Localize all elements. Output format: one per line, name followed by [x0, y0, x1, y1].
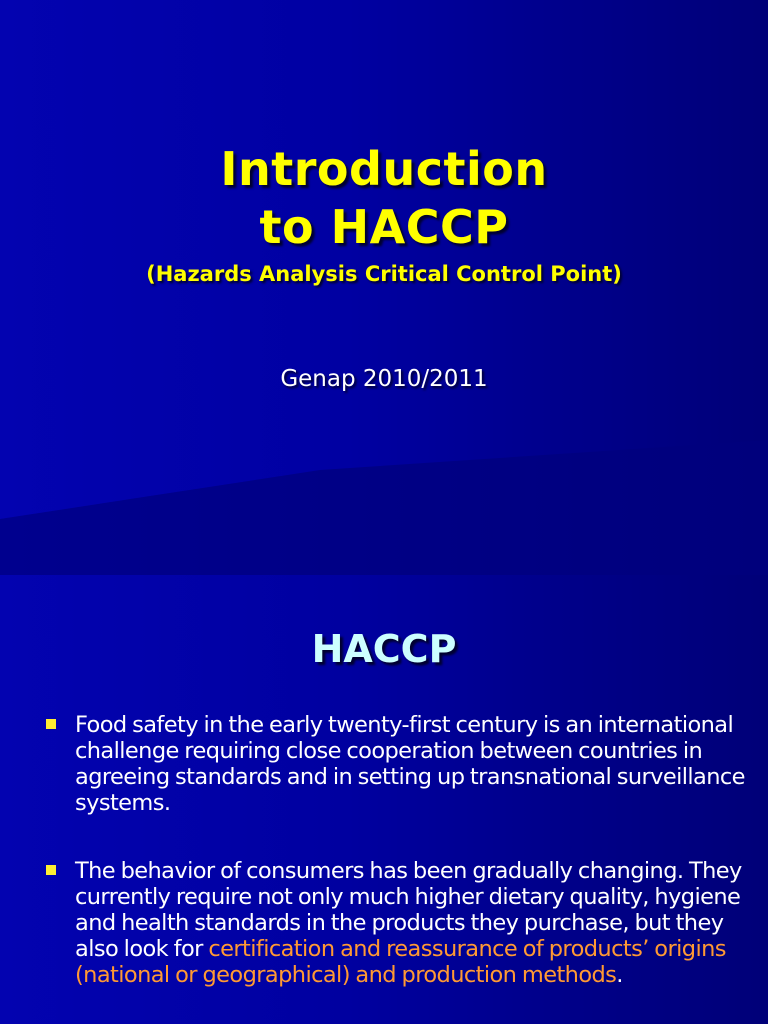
bullet-text-highlight: certification and reassurance of products’ origins (national or geographical) and production methods [75, 936, 726, 988]
square-bullet-icon [46, 719, 56, 729]
semester-label: Genap 2010/2011 [280, 366, 488, 392]
slide-heading: HACCP [311, 627, 457, 671]
title-line-1: Introduction [220, 142, 548, 196]
subtitle: (Hazards Analysis Critical Control Point) [146, 262, 622, 286]
square-bullet-icon [46, 865, 56, 875]
bullet-item [46, 712, 746, 816]
content-slide [0, 575, 768, 1024]
bullet-text: Food safety in the early twenty-first century is an international challenge requiring close cooperation between countries in agreeing standards and in setting up transnational surveillance systems. [75, 712, 745, 816]
bullet-text [75, 858, 746, 988]
bullet-text-main: The behavior of consumers has been gradually changing. They currently require not only much higher dietary quality, hygiene and health standards in the products they purchase, but they also look for [75, 858, 742, 962]
bullet-text-end: . [616, 962, 623, 988]
bullet-item [46, 858, 746, 988]
title-line-2: to HACCP [259, 200, 509, 254]
